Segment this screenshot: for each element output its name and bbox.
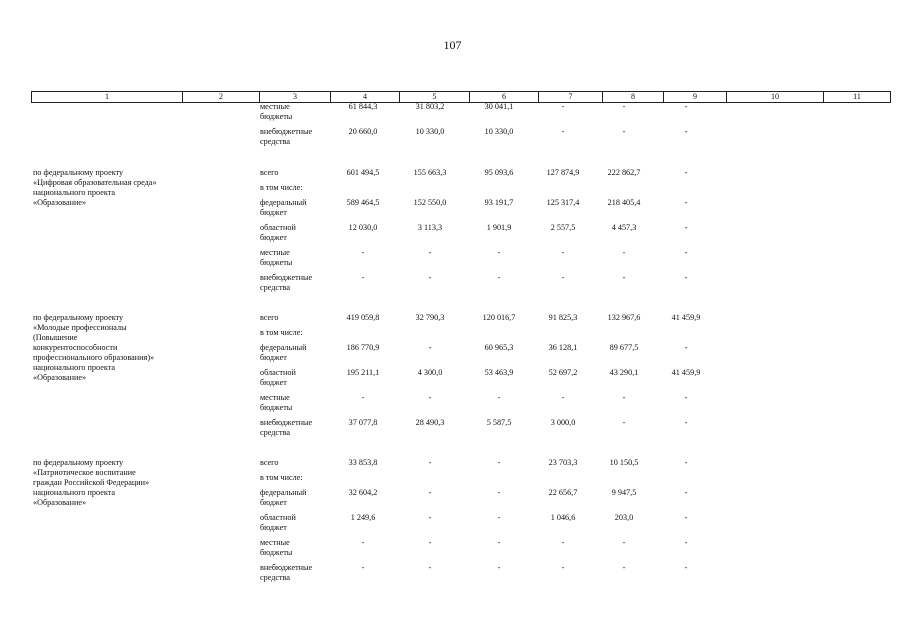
project-name: «Цифровая образовательная среда»: [33, 178, 157, 187]
value-cell: 43 290,1: [609, 368, 639, 377]
value-cell: 61 844,3: [348, 102, 378, 111]
row-label: бюджеты: [260, 258, 293, 267]
value-cell: 1 901,9: [486, 223, 512, 232]
row-label: федеральный: [260, 488, 307, 497]
value-cell: -: [561, 127, 565, 136]
value-cell: -: [684, 538, 688, 547]
value-cell: -: [684, 168, 688, 177]
row-label: в том числе:: [260, 183, 303, 192]
header-col-6: 6: [470, 92, 539, 103]
row-label: бюджет: [260, 378, 287, 387]
value-cell: 1 249,6: [350, 513, 376, 522]
header-col-8: 8: [603, 92, 664, 103]
value-cell: 125 317,4: [546, 198, 580, 207]
value-cell: -: [684, 223, 688, 232]
value-cell: 222 862,7: [607, 168, 641, 177]
value-cell: 91 825,3: [548, 313, 578, 322]
value-cell: 10 150,5: [609, 458, 639, 467]
project-name: (Повышение: [33, 333, 78, 342]
value-cell: -: [497, 273, 501, 282]
value-cell: 10 330,0: [415, 127, 445, 136]
row-label: бюджеты: [260, 403, 293, 412]
project-name: национального проекта: [33, 188, 116, 197]
header-col-11: 11: [824, 92, 891, 103]
value-cell: -: [561, 248, 565, 257]
value-cell: 12 030,0: [348, 223, 378, 232]
row-label: бюджет: [260, 498, 287, 507]
header-col-9: 9: [664, 92, 727, 103]
value-cell: 3 000,0: [550, 418, 576, 427]
value-cell: 60 965,3: [484, 343, 514, 352]
value-cell: 4 457,3: [611, 223, 637, 232]
value-cell: -: [497, 538, 501, 547]
value-cell: 589 464,5: [346, 198, 380, 207]
project-name: национального проекта: [33, 363, 116, 372]
project-name: профессионального образования)»: [33, 353, 155, 362]
value-cell: 20 660,0: [348, 127, 378, 136]
value-cell: -: [428, 393, 432, 402]
header-col-10: 10: [727, 92, 824, 103]
header-col-5: 5: [400, 92, 470, 103]
value-cell: 218 405,4: [607, 198, 641, 207]
value-cell: 28 490,3: [415, 418, 445, 427]
row-label: средства: [260, 428, 291, 437]
value-cell: 152 550,0: [413, 198, 447, 207]
row-label: бюджет: [260, 208, 287, 217]
value-cell: -: [684, 513, 688, 522]
value-cell: 10 330,0: [484, 127, 514, 136]
value-cell: -: [622, 418, 626, 427]
value-cell: 22 656,7: [548, 488, 578, 497]
project-name: «Образование»: [33, 373, 87, 382]
value-cell: 41 459,9: [671, 313, 701, 322]
value-cell: -: [428, 248, 432, 257]
value-cell: -: [361, 393, 365, 402]
row-label: областной: [260, 368, 296, 377]
row-label: бюджет: [260, 353, 287, 362]
value-cell: -: [361, 538, 365, 547]
value-cell: 2 557,5: [550, 223, 576, 232]
row-label: внебюджетные: [260, 563, 313, 572]
project-name: «Образование»: [33, 498, 87, 507]
row-label: местные: [260, 393, 290, 402]
value-cell: 23 703,3: [548, 458, 578, 467]
value-cell: 132 967,6: [607, 313, 641, 322]
value-cell: 186 770,9: [346, 343, 380, 352]
row-label: местные: [260, 248, 290, 257]
row-label: средства: [260, 283, 291, 292]
value-cell: -: [684, 488, 688, 497]
project-name: «Патриотическое воспитание: [33, 468, 136, 477]
value-cell: -: [684, 393, 688, 402]
value-cell: -: [684, 343, 688, 352]
value-cell: 5 587,5: [486, 418, 512, 427]
row-label: в том числе:: [260, 328, 303, 337]
row-label: областной: [260, 513, 296, 522]
value-cell: -: [622, 102, 626, 111]
row-label: средства: [260, 137, 291, 146]
value-cell: -: [622, 248, 626, 257]
value-cell: -: [428, 538, 432, 547]
value-cell: -: [428, 273, 432, 282]
value-cell: 9 947,5: [611, 488, 637, 497]
project-name: граждан Российской Федерации»: [33, 478, 150, 487]
value-cell: -: [684, 273, 688, 282]
value-cell: -: [361, 273, 365, 282]
row-label: федеральный: [260, 198, 307, 207]
value-cell: -: [561, 273, 565, 282]
project-name: по федеральному проекту: [33, 458, 124, 467]
header-col-4: 4: [331, 92, 400, 103]
row-label: бюджет: [260, 233, 287, 242]
value-cell: -: [428, 458, 432, 467]
row-label: внебюджетные: [260, 418, 313, 427]
value-cell: -: [497, 458, 501, 467]
value-cell: 31 803,2: [415, 102, 445, 111]
row-label: всего: [260, 168, 279, 177]
value-cell: -: [684, 198, 688, 207]
value-cell: 120 016,7: [482, 313, 516, 322]
value-cell: 419 059,8: [346, 313, 380, 322]
value-cell: 93 191,7: [484, 198, 514, 207]
header-col-2: 2: [183, 92, 260, 103]
value-cell: 89 677,5: [609, 343, 639, 352]
row-label: внебюджетные: [260, 127, 313, 136]
value-cell: -: [561, 563, 565, 572]
header-col-3: 3: [260, 92, 331, 103]
value-cell: -: [361, 563, 365, 572]
value-cell: -: [684, 248, 688, 257]
value-cell: -: [622, 563, 626, 572]
value-cell: -: [428, 488, 432, 497]
row-label: местные: [260, 538, 290, 547]
page-number: 107: [443, 38, 462, 52]
value-cell: -: [684, 458, 688, 467]
value-cell: -: [561, 393, 565, 402]
value-cell: 33 853,8: [348, 458, 378, 467]
value-cell: 32 604,2: [348, 488, 378, 497]
value-cell: -: [428, 513, 432, 522]
value-cell: -: [428, 343, 432, 352]
value-cell: -: [622, 127, 626, 136]
value-cell: 4 300,0: [417, 368, 443, 377]
value-cell: -: [497, 248, 501, 257]
row-label: всего: [260, 313, 279, 322]
value-cell: -: [361, 248, 365, 257]
value-cell: -: [622, 393, 626, 402]
value-cell: -: [684, 563, 688, 572]
value-cell: 52 697,2: [548, 368, 578, 377]
header-col-7: 7: [539, 92, 603, 103]
value-cell: 95 093,6: [484, 168, 514, 177]
project-name: по федеральному проекту: [33, 168, 124, 177]
value-cell: -: [684, 102, 688, 111]
value-cell: 41 459,9: [671, 368, 701, 377]
header-col-1: 1: [32, 92, 183, 103]
row-label: бюджет: [260, 523, 287, 532]
value-cell: -: [622, 273, 626, 282]
row-label: местные: [260, 102, 290, 111]
value-cell: -: [497, 393, 501, 402]
value-cell: -: [561, 538, 565, 547]
value-cell: 30 041,1: [484, 102, 514, 111]
value-cell: 37 077,8: [348, 418, 378, 427]
value-cell: -: [684, 418, 688, 427]
row-label: средства: [260, 573, 291, 582]
value-cell: 1 046,6: [550, 513, 576, 522]
value-cell: -: [622, 538, 626, 547]
value-cell: -: [684, 127, 688, 136]
project-name: конкурентоспособности: [33, 343, 118, 352]
value-cell: 203,0: [614, 513, 634, 522]
value-cell: -: [561, 102, 565, 111]
value-cell: 3 113,3: [417, 223, 443, 232]
value-cell: 53 463,9: [484, 368, 514, 377]
value-cell: 601 494,5: [346, 168, 380, 177]
row-label: областной: [260, 223, 296, 232]
row-label: бюджеты: [260, 112, 293, 121]
project-name: по федеральному проекту: [33, 313, 124, 322]
value-cell: 32 790,3: [415, 313, 445, 322]
project-name: национального проекта: [33, 488, 116, 497]
row-label: федеральный: [260, 343, 307, 352]
value-cell: -: [497, 513, 501, 522]
value-cell: 195 211,1: [346, 368, 380, 377]
value-cell: -: [428, 563, 432, 572]
row-label: бюджеты: [260, 548, 293, 557]
value-cell: 127 874,9: [546, 168, 580, 177]
value-cell: 155 663,3: [413, 168, 447, 177]
project-name: «Образование»: [33, 198, 87, 207]
value-cell: -: [497, 488, 501, 497]
project-name: «Молодые профессионалы: [33, 323, 127, 332]
value-cell: -: [497, 563, 501, 572]
row-label: в том числе:: [260, 473, 303, 482]
row-label: внебюджетные: [260, 273, 313, 282]
row-label: всего: [260, 458, 279, 467]
value-cell: 36 128,1: [548, 343, 578, 352]
